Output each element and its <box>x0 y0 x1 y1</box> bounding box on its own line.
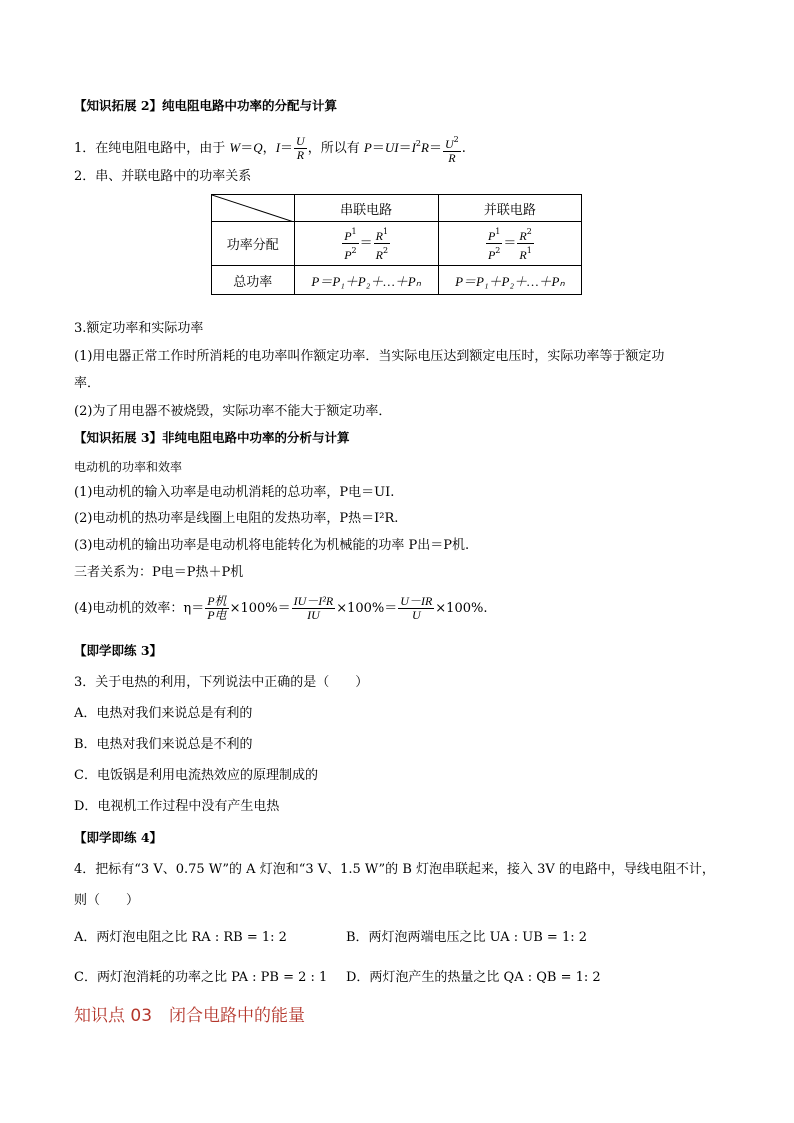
practice3-option-c: C．电饭锅是利用电流热效应的原理制成的 <box>74 768 318 783</box>
ext2-item3: 3.额定功率和实际功率 <box>74 321 204 336</box>
practice4-question-line1: 4．把标有“3 V、0.75 W”的 A 灯泡和“3 V、1.5 W”的 B 灯泡串联起来，接入 3V 的电路中，导线电阻不计， <box>74 862 715 877</box>
ext2-item3-1b: 率． <box>74 376 101 391</box>
table-corner-cell <box>212 195 295 222</box>
table-row-alloc-label: 功率分配 <box>212 222 295 266</box>
ext3-l1: (1)电动机的输入功率是电动机消耗的总功率，P电＝UI. <box>74 485 395 500</box>
table-header-parallel: 并联电路 <box>438 195 581 222</box>
ext3-heading: 【知识拓展 3】非纯电阻电路中功率的分析与计算 <box>74 430 350 445</box>
ext2-item1: 1．在纯电阻电路中，由于 W＝Q，I＝ $\frac{U}{R}$ ，所以有 $P=UI=I^2R=$ $\frac{U^2}{R}$ . <box>74 134 466 165</box>
power-relation-table <box>211 194 582 295</box>
ext2-item3-1a: (1)用电器正常工作时所消耗的电功率叫作额定功率．当实际电压达到额定电压时，实际功率等于额定功 <box>74 349 665 364</box>
ext2-heading: 【知识拓展 2】纯电阻电路中功率的分配与计算 <box>74 98 338 113</box>
ext3-l3: (3)电动机的输出功率是电动机将电能转化为机械能的功率 P出＝P机. <box>74 538 470 553</box>
table-parallel-alloc: $\frac{P^1}{P^2}$ ＝ $\frac{R^2}{R^1}$ <box>438 222 581 266</box>
table-series-alloc: $\frac{P^1}{P^2}$ ＝ $\frac{R^1}{R^2}$ <box>294 222 438 266</box>
practice3-option-a: A．电热对我们来说总是有利的 <box>74 706 253 721</box>
table-series-total: P＝P₁＋P₂＋…＋Pₙ <box>294 266 438 295</box>
fraction-u-over-r: $\frac{U}{R}$ <box>296 134 305 162</box>
section-title: 知识点 03 闭合电路中的能量 <box>74 1006 306 1026</box>
fraction-u2-over-r: $\frac{U^2}{R}$ <box>444 134 459 165</box>
practice3-option-d: D．电视机工作过程中没有产生电热 <box>74 799 280 814</box>
ext3-l2: (2)电动机的热功率是线圈上电阻的发热功率，P热＝I²R. <box>74 511 399 526</box>
practice4-option-d: D．两灯泡产生的热量之比 QA : QB = 1: 2 <box>346 970 601 985</box>
ext3-l5-efficiency: (4)电动机的效率：η＝ $\frac{\text{P机}}{\text{P电}}$ ×100%＝ $\frac{\text{IU－I²R}}{IU}$ ×100%＝ $\frac{U-IR}{U}$ ×100%. <box>74 594 488 622</box>
ext2-item3-2: (2)为了用电器不被烧毁，实际功率不能大于额定功率． <box>74 404 392 419</box>
practice3-question: 3．关于电热的利用，下列说法中正确的是（ ） <box>74 675 369 690</box>
ext2-item2: 2．串、并联电路中的功率关系 <box>74 169 252 184</box>
ext3-l4: 三者关系为：P电＝P热＋P机 <box>74 565 244 580</box>
table-parallel-total: P＝P₁＋P₂＋…＋Pₙ <box>438 266 581 295</box>
practice4-option-a: A．两灯泡电阻之比 RA : RB = 1: 2 <box>74 930 287 945</box>
practice4-heading: 【即学即练 4】 <box>74 830 163 845</box>
ext3-sub: 电动机的功率和效率 <box>74 460 183 474</box>
practice3-option-b: B．电热对我们来说总是不利的 <box>74 737 253 752</box>
practice4-option-b: B．两灯泡两端电压之比 UA : UB = 1: 2 <box>346 930 587 945</box>
table-header-series: 串联电路 <box>294 195 438 222</box>
practice3-heading: 【即学即练 3】 <box>74 643 163 658</box>
table-row-total-label: 总功率 <box>212 266 295 295</box>
diagonal-line-icon <box>212 195 294 222</box>
practice4-question-line2: 则（ ） <box>74 893 140 908</box>
practice4-option-c: C．两灯泡消耗的功率之比 PA : PB = 2 : 1 <box>74 970 328 985</box>
